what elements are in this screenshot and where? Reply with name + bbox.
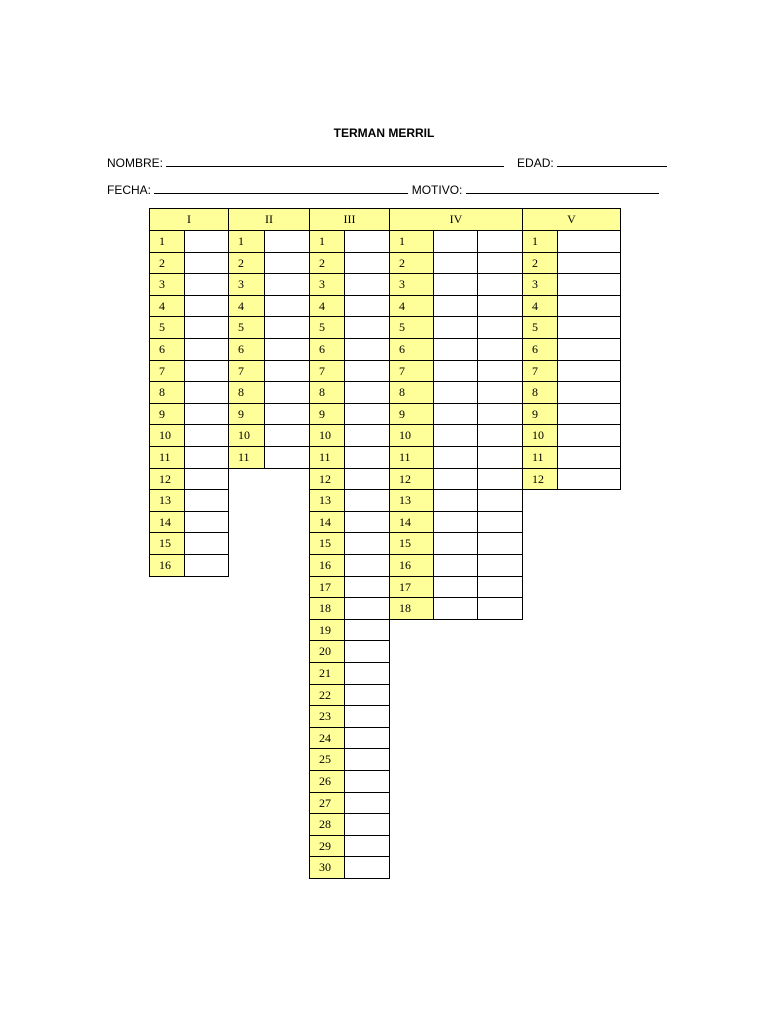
answer-cell[interactable]	[557, 295, 621, 317]
answer-cell[interactable]	[184, 532, 229, 555]
answer-cell[interactable]	[264, 252, 310, 274]
answer-cell[interactable]	[264, 338, 310, 361]
section-header-iv: IV	[389, 208, 523, 231]
answer-cell[interactable]	[344, 684, 390, 706]
answer-cell[interactable]	[344, 489, 390, 512]
item-number: 9	[309, 403, 345, 425]
answer-cell[interactable]	[477, 446, 523, 469]
item-number: 8	[309, 381, 345, 404]
page-title: TERMAN MERRIL	[333, 126, 435, 140]
answer-cell[interactable]	[477, 532, 523, 555]
item-number: 5	[149, 316, 185, 339]
answer-cell[interactable]	[433, 468, 478, 490]
answer-cell[interactable]	[344, 748, 390, 771]
item-number: 9	[389, 403, 434, 425]
item-number: 17	[389, 576, 434, 598]
answer-cell[interactable]	[184, 338, 229, 361]
answer-cell[interactable]	[477, 554, 523, 577]
item-number: 25	[309, 748, 345, 771]
answer-cell[interactable]	[477, 403, 523, 425]
answer-cell[interactable]	[557, 381, 621, 404]
answer-cell[interactable]	[433, 403, 478, 425]
answer-cell[interactable]	[344, 273, 390, 296]
item-number: 6	[309, 338, 345, 361]
item-number: 8	[149, 381, 185, 404]
answer-cell[interactable]	[477, 597, 523, 620]
item-number: 18	[389, 597, 434, 620]
item-number: 3	[522, 273, 558, 296]
motivo-label: MOTIVO:	[411, 183, 463, 197]
answer-cell[interactable]	[433, 446, 478, 469]
answer-cell[interactable]	[477, 316, 523, 339]
item-number: 13	[309, 489, 345, 512]
answer-cell[interactable]	[344, 424, 390, 447]
item-number: 7	[149, 360, 185, 382]
answer-cell[interactable]	[344, 619, 390, 641]
answer-cell[interactable]	[184, 511, 229, 533]
item-number: 12	[389, 468, 434, 490]
item-number: 12	[309, 468, 345, 490]
item-number: 1	[309, 230, 345, 253]
answer-cell[interactable]	[344, 856, 390, 879]
answer-cell[interactable]	[433, 273, 478, 296]
answer-cell[interactable]	[433, 554, 478, 577]
answer-cell[interactable]	[477, 230, 523, 253]
item-number: 6	[389, 338, 434, 361]
answer-cell[interactable]	[344, 403, 390, 425]
item-number: 5	[309, 316, 345, 339]
item-number: 5	[228, 316, 265, 339]
item-number: 2	[149, 252, 185, 274]
answer-cell[interactable]	[433, 597, 478, 620]
answer-cell[interactable]	[477, 576, 523, 598]
answer-cell[interactable]	[477, 338, 523, 361]
item-number: 10	[522, 424, 558, 447]
answer-cell[interactable]	[433, 252, 478, 274]
answer-cell[interactable]	[433, 316, 478, 339]
item-number: 11	[389, 446, 434, 469]
answer-cell[interactable]	[433, 576, 478, 598]
item-number: 4	[309, 295, 345, 317]
item-number: 2	[522, 252, 558, 274]
item-number: 5	[389, 316, 434, 339]
answer-cell[interactable]	[344, 727, 390, 749]
section-header-v: V	[522, 208, 621, 231]
item-number: 7	[389, 360, 434, 382]
answer-cell[interactable]	[184, 230, 229, 253]
item-number: 12	[149, 468, 185, 490]
item-number: 10	[309, 424, 345, 447]
item-number: 9	[149, 403, 185, 425]
item-number: 11	[522, 446, 558, 469]
answer-cell[interactable]	[344, 813, 390, 836]
answer-cell[interactable]	[184, 381, 229, 404]
item-number: 6	[149, 338, 185, 361]
edad-label: EDAD:	[517, 156, 554, 170]
item-number: 8	[522, 381, 558, 404]
item-number: 9	[228, 403, 265, 425]
item-number: 17	[309, 576, 345, 598]
item-number: 11	[228, 446, 265, 469]
section-header-i: I	[149, 208, 229, 231]
answer-cell[interactable]	[264, 424, 310, 447]
item-number: 3	[309, 273, 345, 296]
item-number: 7	[309, 360, 345, 382]
answer-cell[interactable]	[184, 252, 229, 274]
item-number: 6	[228, 338, 265, 361]
item-number: 13	[149, 489, 185, 512]
section-header-iii: III	[309, 208, 390, 231]
answer-cell[interactable]	[264, 446, 310, 469]
item-number: 10	[228, 424, 265, 447]
answer-cell[interactable]	[264, 381, 310, 404]
answer-cell[interactable]	[344, 640, 390, 663]
answer-cell[interactable]	[184, 295, 229, 317]
answer-cell[interactable]	[344, 360, 390, 382]
answer-cell[interactable]	[557, 424, 621, 447]
item-number: 28	[309, 813, 345, 836]
answer-cell[interactable]	[433, 381, 478, 404]
item-number: 8	[389, 381, 434, 404]
item-number: 4	[228, 295, 265, 317]
item-number: 8	[228, 381, 265, 404]
answer-cell[interactable]	[344, 511, 390, 533]
item-number: 7	[228, 360, 265, 382]
answer-cell[interactable]	[344, 770, 390, 793]
answer-cell[interactable]	[557, 468, 621, 490]
item-number: 3	[149, 273, 185, 296]
item-number: 14	[389, 511, 434, 533]
answer-cell[interactable]	[433, 295, 478, 317]
item-number: 11	[309, 446, 345, 469]
item-number: 14	[309, 511, 345, 533]
item-number: 15	[389, 532, 434, 555]
section-header-ii: II	[228, 208, 310, 231]
item-number: 23	[309, 705, 345, 728]
answer-cell[interactable]	[557, 338, 621, 361]
answer-cell[interactable]	[433, 511, 478, 533]
fecha-label: FECHA:	[107, 183, 152, 197]
item-number: 5	[522, 316, 558, 339]
item-number: 13	[389, 489, 434, 512]
answer-cell[interactable]	[344, 554, 390, 577]
answer-cell[interactable]	[477, 468, 523, 490]
answer-cell[interactable]	[184, 360, 229, 382]
item-number: 10	[389, 424, 434, 447]
answer-cell[interactable]	[344, 835, 390, 857]
item-number: 10	[149, 424, 185, 447]
item-number: 6	[522, 338, 558, 361]
answer-cell[interactable]	[477, 511, 523, 533]
answer-cell[interactable]	[557, 403, 621, 425]
answer-cell[interactable]	[477, 360, 523, 382]
answer-cell[interactable]	[344, 338, 390, 361]
answer-cell[interactable]	[344, 446, 390, 469]
item-number: 27	[309, 792, 345, 814]
item-number: 12	[522, 468, 558, 490]
answer-cell[interactable]	[344, 532, 390, 555]
answer-cell[interactable]	[184, 273, 229, 296]
answer-cell[interactable]	[344, 662, 390, 685]
item-number: 7	[522, 360, 558, 382]
item-number: 1	[228, 230, 265, 253]
item-number: 4	[522, 295, 558, 317]
answer-cell[interactable]	[184, 554, 229, 577]
answer-cell[interactable]	[433, 360, 478, 382]
item-number: 15	[309, 532, 345, 555]
item-number: 22	[309, 684, 345, 706]
answer-cell[interactable]	[344, 252, 390, 274]
item-number: 24	[309, 727, 345, 749]
answer-cell[interactable]	[344, 468, 390, 490]
answer-cell[interactable]	[344, 792, 390, 814]
answer-cell[interactable]	[264, 230, 310, 253]
answer-cell[interactable]	[344, 230, 390, 253]
answer-cell[interactable]	[264, 295, 310, 317]
answer-cell[interactable]	[433, 424, 478, 447]
item-number: 3	[389, 273, 434, 296]
answer-cell[interactable]	[264, 316, 310, 339]
answer-cell[interactable]	[184, 446, 229, 469]
answer-cell[interactable]	[477, 489, 523, 512]
answer-cell[interactable]	[433, 532, 478, 555]
answer-cell[interactable]	[477, 424, 523, 447]
item-number: 21	[309, 662, 345, 685]
item-number: 4	[149, 295, 185, 317]
item-number: 16	[149, 554, 185, 577]
answer-cell[interactable]	[344, 381, 390, 404]
item-number: 3	[228, 273, 265, 296]
answer-cell[interactable]	[184, 468, 229, 490]
item-number: 15	[149, 532, 185, 555]
item-number: 20	[309, 640, 345, 663]
answer-cell[interactable]	[184, 424, 229, 447]
item-number: 14	[149, 511, 185, 533]
item-number: 9	[522, 403, 558, 425]
answer-cell[interactable]	[477, 252, 523, 274]
answer-cell[interactable]	[477, 381, 523, 404]
answer-cell[interactable]	[433, 338, 478, 361]
item-number: 16	[389, 554, 434, 577]
answer-cell[interactable]	[344, 295, 390, 317]
answer-cell[interactable]	[264, 403, 310, 425]
item-number: 29	[309, 835, 345, 857]
answer-cell[interactable]	[433, 230, 478, 253]
answer-cell[interactable]	[557, 316, 621, 339]
answer-cell[interactable]	[264, 360, 310, 382]
answer-cell[interactable]	[557, 230, 621, 253]
answer-cell[interactable]	[184, 316, 229, 339]
answer-cell[interactable]	[344, 576, 390, 598]
item-number: 16	[309, 554, 345, 577]
answer-cell[interactable]	[477, 273, 523, 296]
answer-cell[interactable]	[184, 489, 229, 512]
answer-cell[interactable]	[477, 295, 523, 317]
answer-cell[interactable]	[433, 489, 478, 512]
item-number: 26	[309, 770, 345, 793]
answer-cell[interactable]	[557, 252, 621, 274]
answer-cell[interactable]	[344, 597, 390, 620]
answer-cell[interactable]	[557, 273, 621, 296]
item-number: 18	[309, 597, 345, 620]
item-number: 2	[389, 252, 434, 274]
item-number: 30	[309, 856, 345, 879]
item-number: 1	[149, 230, 185, 253]
answer-cell[interactable]	[264, 273, 310, 296]
item-number: 19	[309, 619, 345, 641]
item-number: 2	[228, 252, 265, 274]
nombre-label: NOMBRE:	[107, 156, 164, 170]
answer-cell[interactable]	[557, 360, 621, 382]
item-number: 1	[522, 230, 558, 253]
answer-cell[interactable]	[344, 705, 390, 728]
answer-cell[interactable]	[344, 316, 390, 339]
item-number: 1	[389, 230, 434, 253]
answer-cell[interactable]	[557, 446, 621, 469]
answer-cell[interactable]	[184, 403, 229, 425]
item-number: 11	[149, 446, 185, 469]
item-number: 2	[309, 252, 345, 274]
item-number: 4	[389, 295, 434, 317]
